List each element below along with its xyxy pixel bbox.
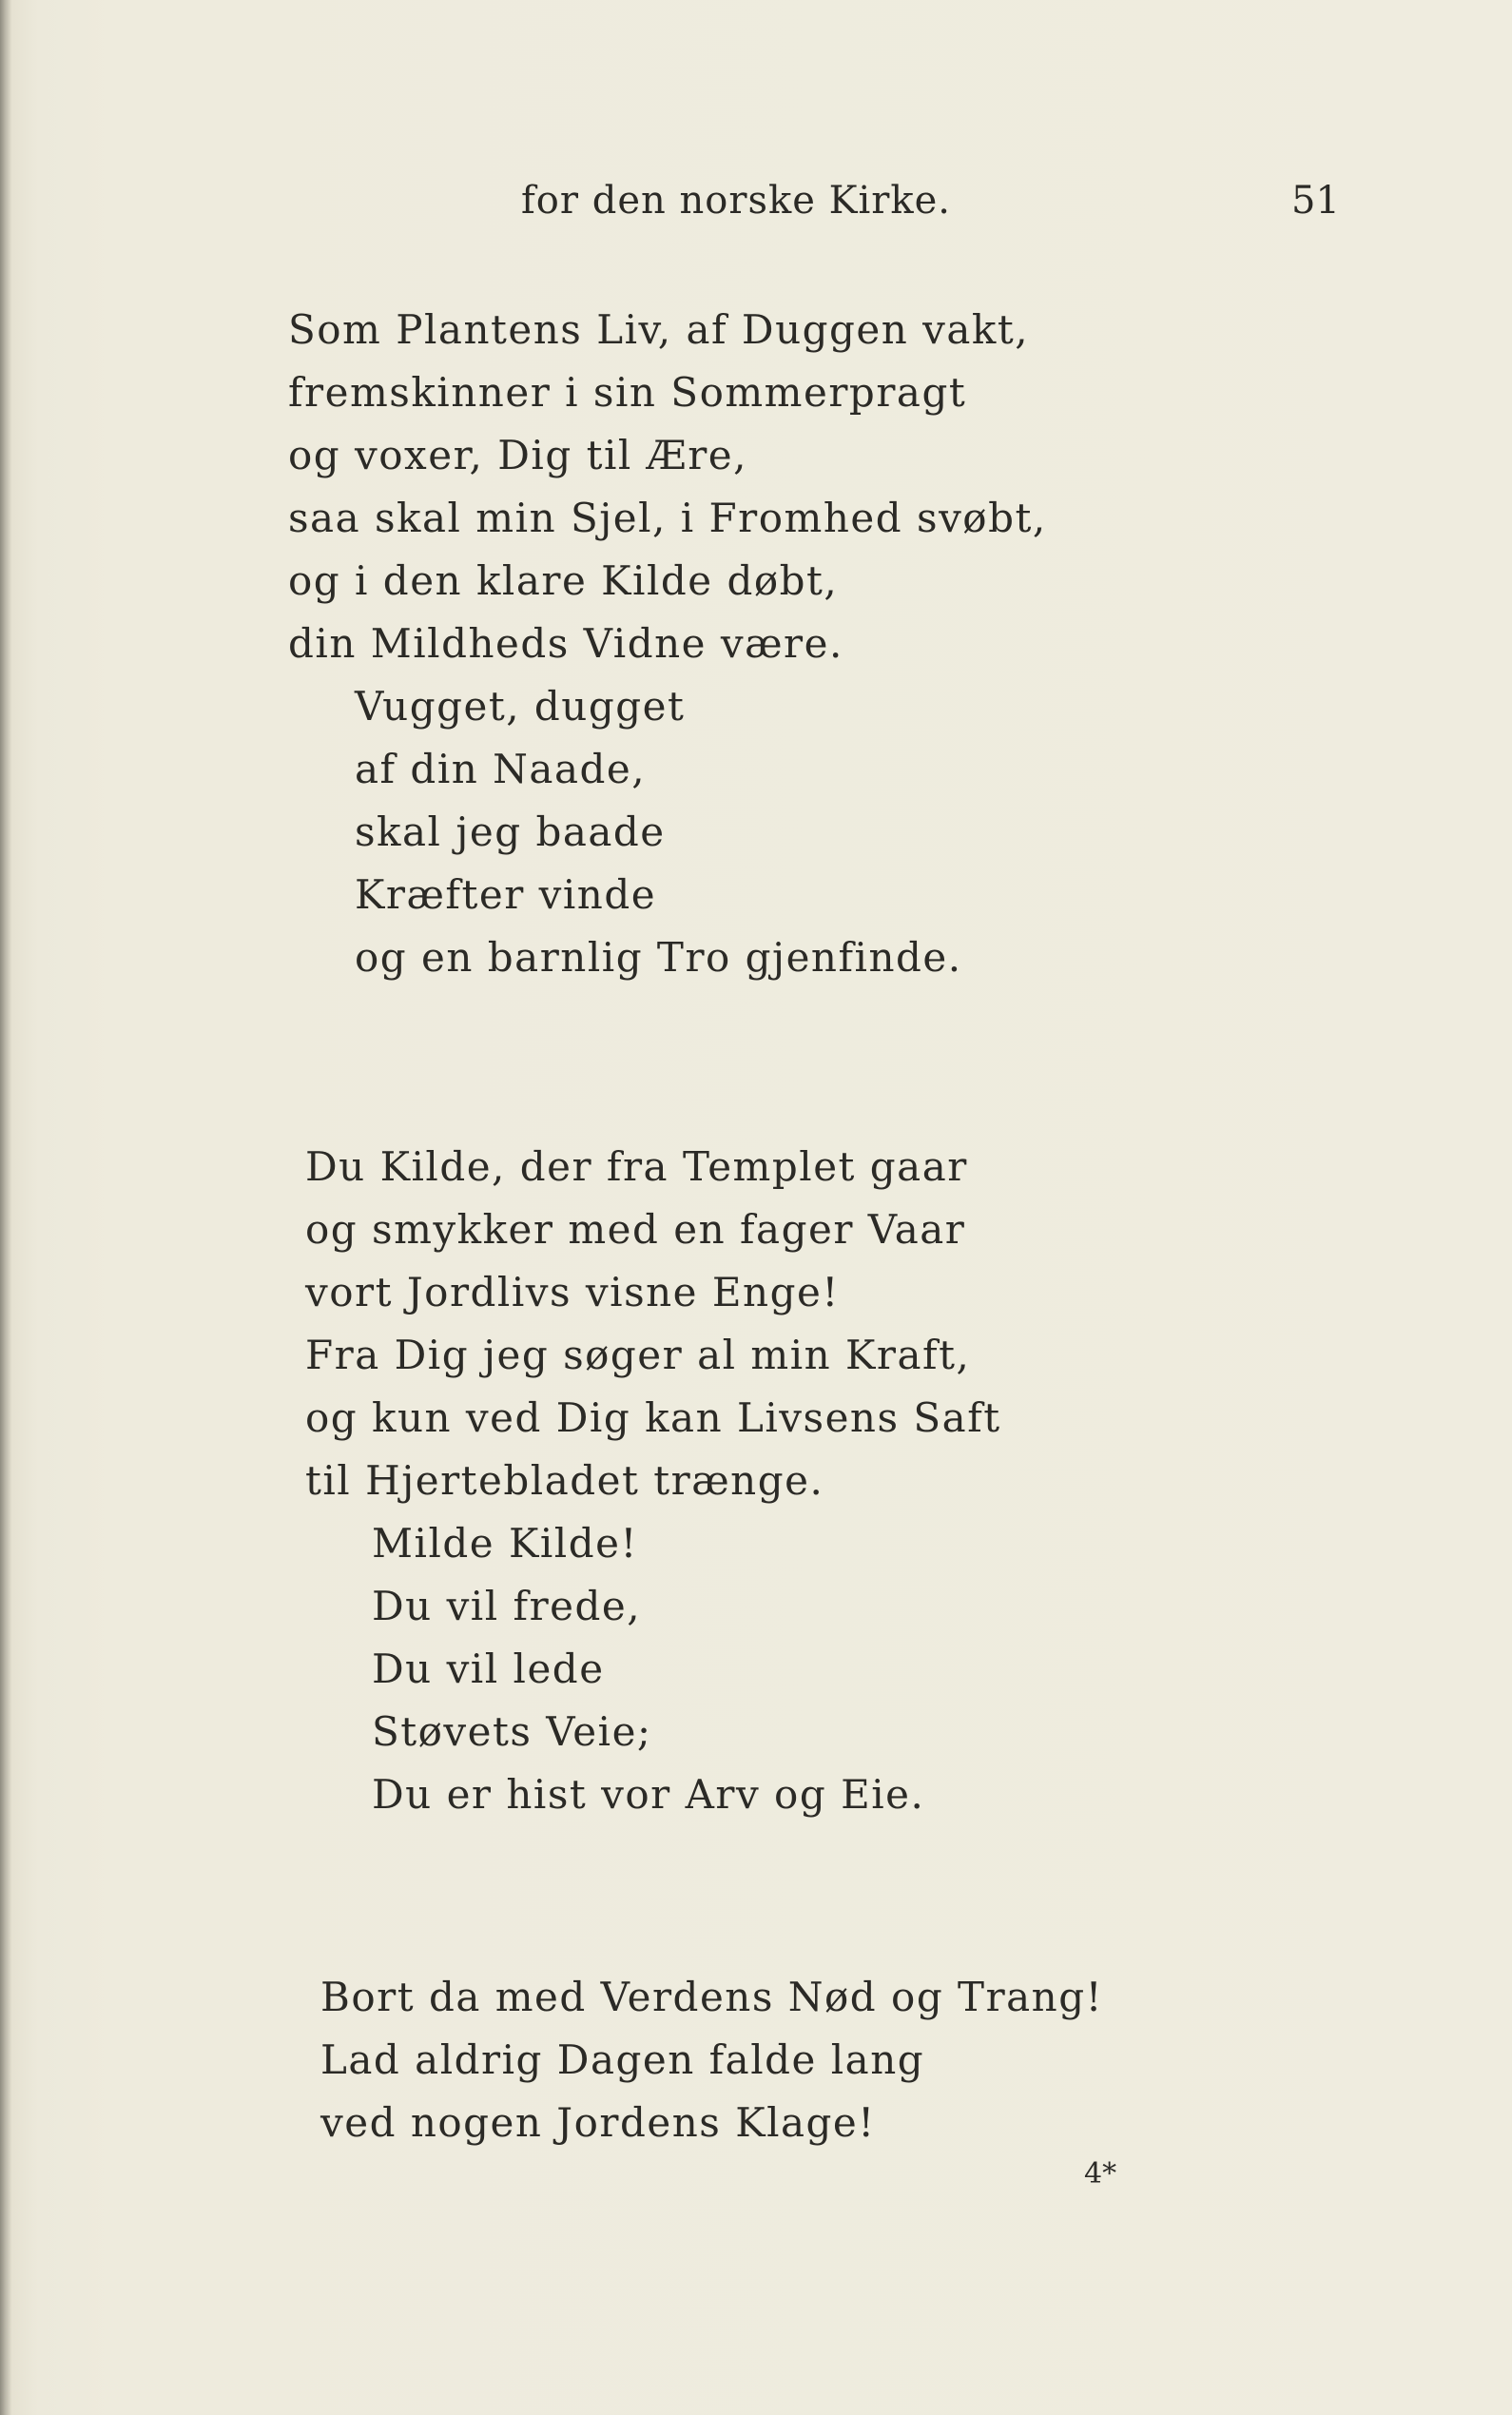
stanza-2 [305,1136,1001,1826]
verse-line: til Hjertebladet trænge. [305,1457,824,1504]
verse-line: og kun ved Dig kan Livsens Saft [305,1394,1001,1441]
verse-line: skal jeg baade [355,808,666,855]
verse-line: af din Naade, [355,746,647,792]
stanza-3 [320,1966,1103,2154]
verse-line: Milde Kilde! [372,1520,638,1567]
stanza-1 [288,299,1047,989]
verse-line: din Mildheds Vidne være. [288,620,843,667]
verse-line: Du Kilde, der fra Templet gaar [305,1143,968,1190]
verse-line: Bort da med Verdens Nød og Trang! [320,1974,1103,2020]
running-head: for den norske Kirke. [521,179,952,223]
verse-line: og smykker med en fager Vaar [305,1206,966,1253]
verse-line: og voxer, Dig til Ære, [288,432,748,478]
signature-mark: 4* [1084,2157,1117,2191]
verse-line: Fra Dig jeg søger al min Kraft, [305,1332,971,1378]
verse-line: Som Plantens Liv, af Duggen vakt, [288,306,1030,353]
verse-line: Vugget, dugget [355,683,686,730]
verse-line: Støvets Veie; [372,1708,652,1755]
page-number: 51 [1291,179,1340,223]
verse-line: Kræfter vinde [355,871,657,918]
verse-line: Du vil lede [372,1646,605,1692]
verse-line: og i den klare Kilde døbt, [288,557,839,604]
verse-line: Du er hist vor Arv og Eie. [372,1771,925,1818]
verse-line: Du vil frede, [372,1583,642,1629]
page-gutter-shadow [0,0,11,2415]
verse-line: vort Jordlivs visne Enge! [305,1269,840,1315]
verse-line: og en barnlig Tro gjenfinde. [355,934,962,981]
verse-line: Lad aldrig Dagen falde lang [320,2036,925,2083]
verse-line: ved nogen Jordens Klage! [320,2099,876,2146]
verse-line: fremskinner i sin Sommerpragt [288,369,967,416]
verse-line: saa skal min Sjel, i Fromhed svøbt, [288,495,1047,541]
